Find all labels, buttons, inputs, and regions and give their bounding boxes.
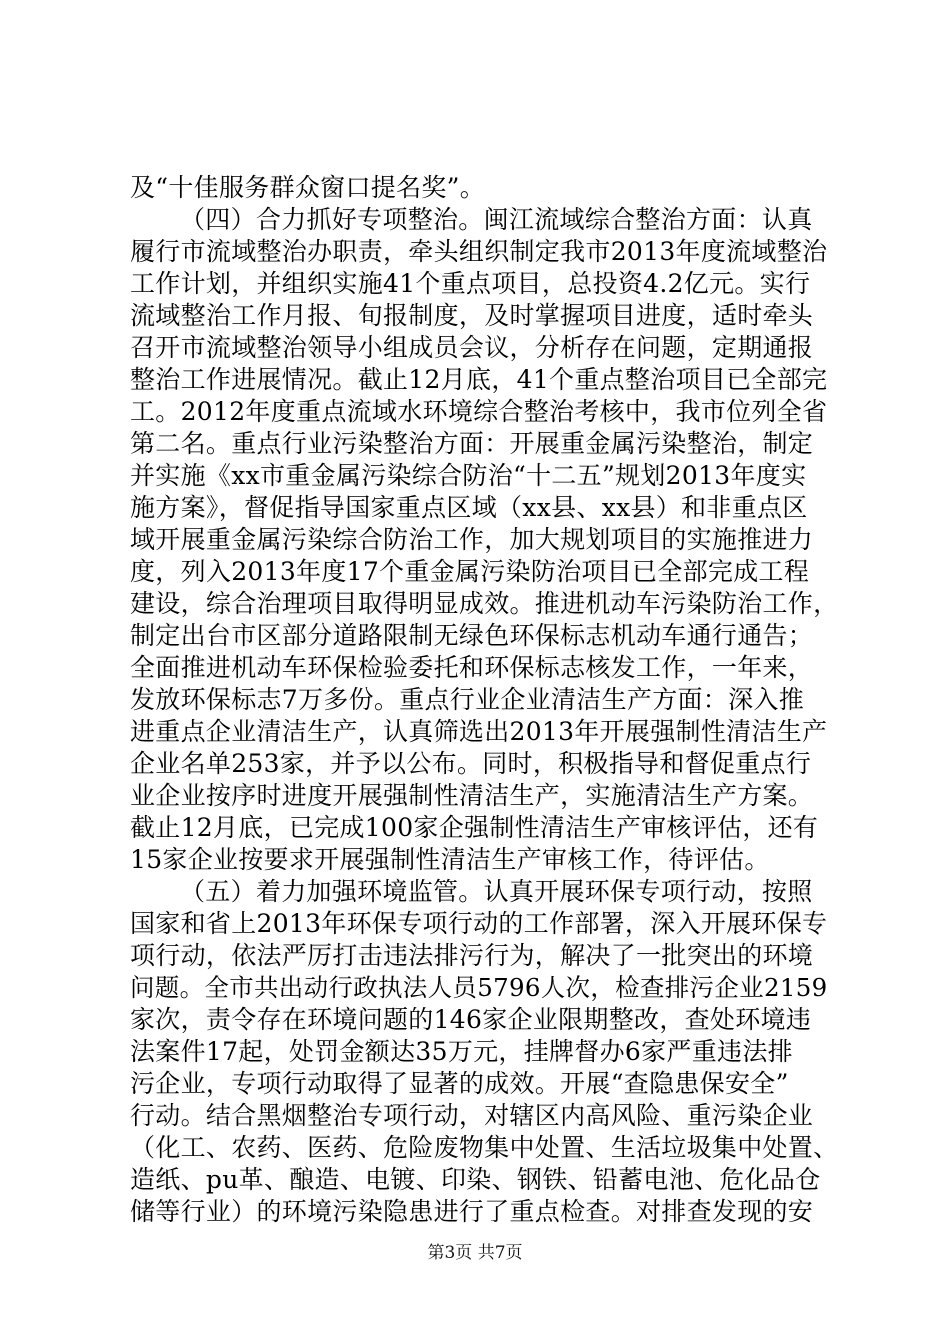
text-line-32: 造纸、pu革、酿造、电镀、印染、钢铁、铅蓄电池、危化品仓 [130, 1165, 821, 1194]
text-line-9: 第二名。重点行业污染整治方面：开展重金属污染整治，制定 [130, 429, 814, 458]
text-line-2: （四）合力抓好专项整治。闽江流域综合整治方面：认真 [180, 205, 813, 234]
text-line-5: 流域整治工作月报、旬报制度，及时掌握项目进度，适时牵头 [130, 301, 814, 330]
text-line-14: 建设，综合治理项目取得明显成效。推进机动车污染防治工作， [130, 589, 839, 618]
text-line-1: 及“十佳服务群众窗口提名奖”。 [130, 173, 486, 202]
text-line-12: 域开展重金属污染综合防治工作，加大规划项目的实施推进力 [130, 525, 814, 554]
text-line-7: 整治工作进展情况。截止12月底，41个重点整治项目已全部完 [130, 365, 828, 394]
text-line-20: 业企业按序时进度开展强制性清洁生产，实施清洁生产方案。 [130, 781, 814, 810]
text-line-8: 工。2012年度重点流域水环境综合整治考核中，我市位列全省 [130, 397, 828, 426]
text-line-29: 污企业，专项行动取得了显著的成效。开展“查隐患保安全” [130, 1069, 789, 1098]
text-line-17: 发放环保标志7万多份。重点行业企业清洁生产方面：深入推 [130, 685, 805, 714]
text-line-4: 工作计划，并组织实施41个重点项目，总投资4.2亿元。实行 [130, 269, 811, 298]
text-line-30: 行动。结合黑烟整治专项行动，对辖区内高风险、重污染企业 [130, 1101, 814, 1130]
text-line-31: （化工、农药、医药、危险废物集中处置、生活垃圾集中处置、 [130, 1133, 839, 1162]
text-line-25: 项行动，依法严厉打击违法排污行为，解决了一批突出的环境 [130, 941, 814, 970]
text-line-24: 国家和省上2013年环保专项行动的工作部署，深入开展环保专 [130, 909, 828, 938]
text-line-13: 度，列入2013年度17个重金属污染防治项目已全部完成工程 [130, 557, 810, 586]
page-number-footer: 第3页 共7页 [427, 1243, 523, 1263]
text-line-18: 进重点企业清洁生产，认真筛选出2013年开展强制性清洁生产 [130, 717, 828, 746]
text-line-3: 履行市流域整治办职责，牵头组织制定我市2013年度流域整治 [130, 237, 828, 266]
text-line-27: 家次，责令存在环境问题的146家企业限期整改，查处环境违 [130, 1005, 812, 1034]
text-line-11: 施方案》，督促指导国家重点区域（xx县、xx县）和非重点区 [130, 493, 808, 522]
text-line-22: 15家企业按要求开展强制性清洁生产审核工作，待评估。 [130, 845, 770, 874]
text-line-26: 问题。全市共出动行政执法人员5796人次，检查排污企业2159 [130, 973, 828, 1002]
text-line-6: 召开市流域整治领导小组成员会议，分析存在问题，定期通报 [130, 333, 814, 362]
text-line-33: 储等行业）的环境污染隐患进行了重点检查。对排查发现的安 [130, 1197, 814, 1226]
text-line-19: 企业名单253家，并予以公布。同时，积极指导和督促重点行 [130, 749, 812, 778]
text-line-21: 截止12月底，已完成100家企强制性清洁生产审核评估，还有 [130, 813, 819, 842]
text-line-28: 法案件17起，处罚金额达35万元，挂牌督办6家严重违法排 [130, 1037, 793, 1066]
text-line-16: 全面推进机动车环保检验委托和环保标志核发工作，一年来， [130, 653, 814, 682]
text-line-23: （五）着力加强环境监管。认真开展环保专项行动，按照 [180, 877, 813, 906]
text-line-10: 并实施《xx市重金属污染综合防治“十二五”规划2013年度实 [130, 461, 807, 490]
text-line-15: 制定出台市区部分道路限制无绿色环保标志机动车通行通告； [130, 621, 814, 650]
